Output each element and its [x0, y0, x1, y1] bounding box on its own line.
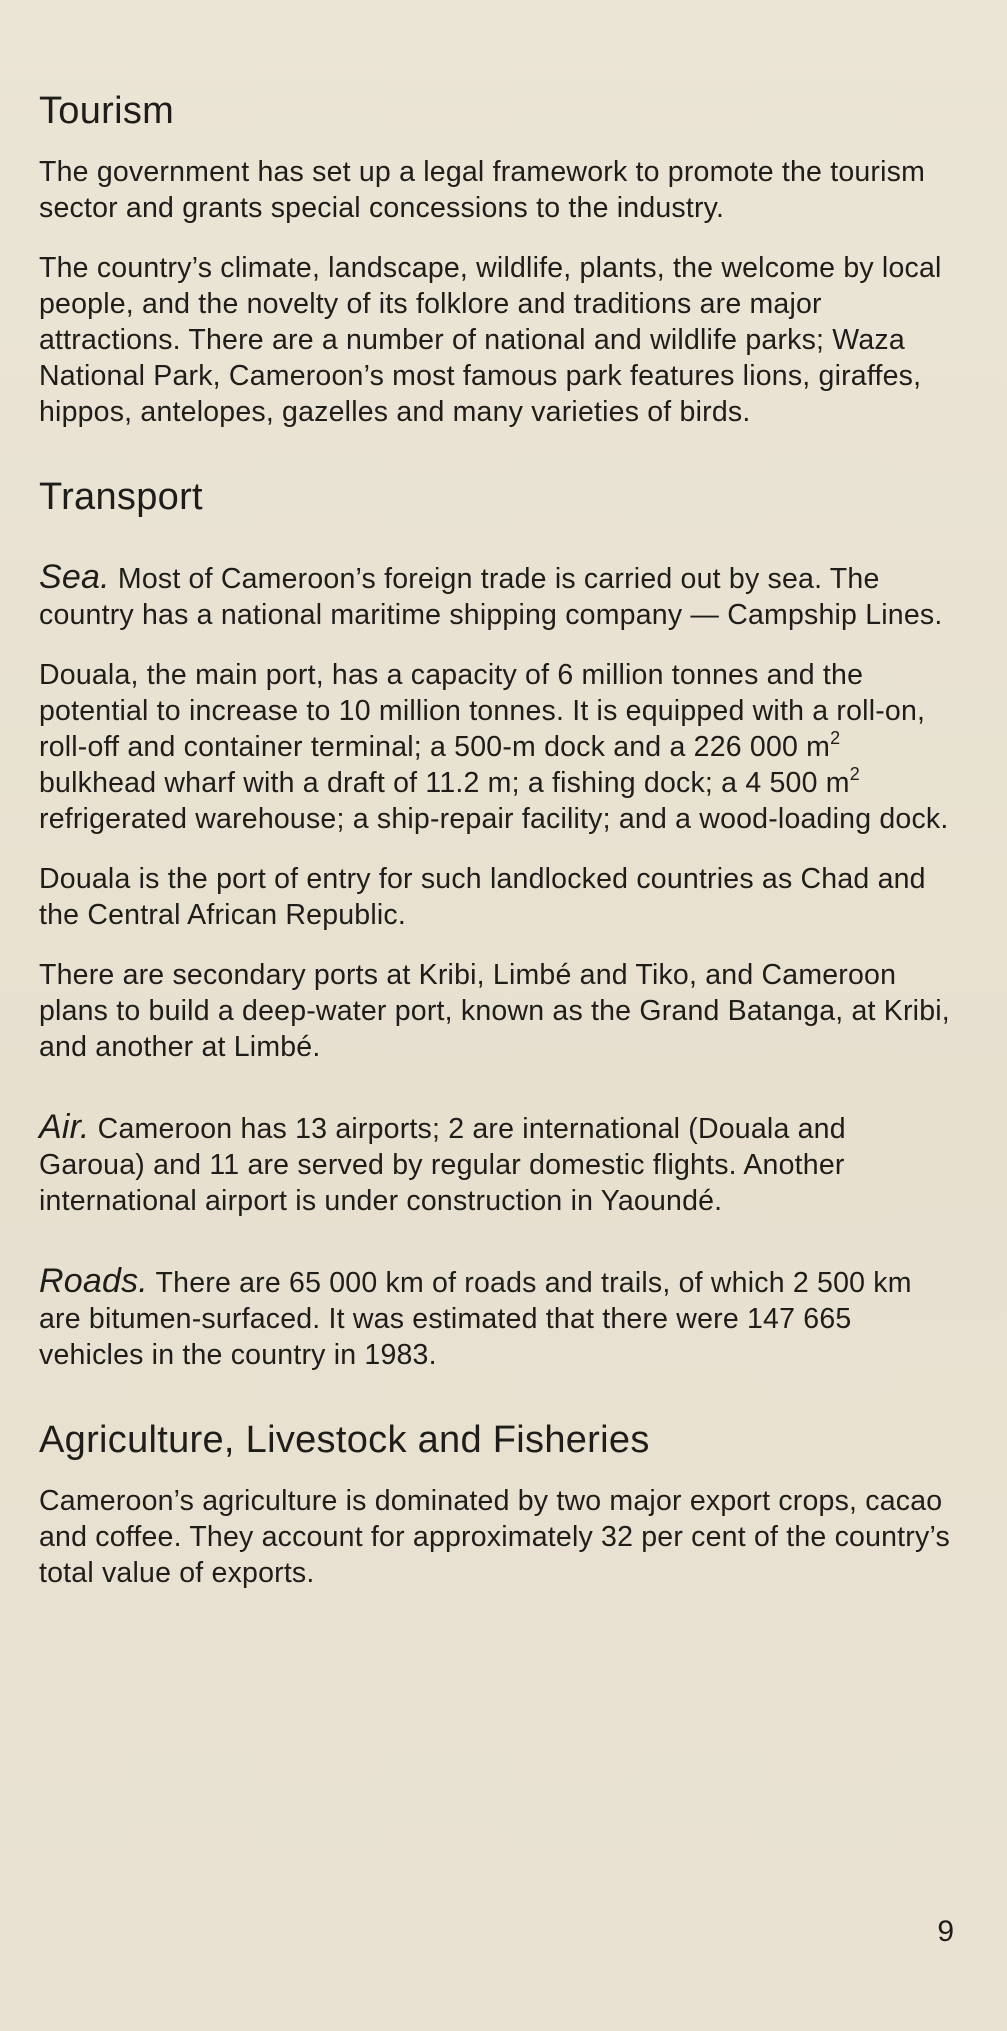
air-paragraph-text: Cameroon has 13 airports; 2 are international (Douala and Garoua) and 11 are served by regular domestic flights. Another international airport is under construction in Yaoundé.	[39, 1113, 846, 1217]
sea-paragraph-1	[39, 559, 959, 633]
roads-lead: Roads.	[39, 1262, 148, 1300]
transport-heading: Transport	[39, 475, 203, 518]
sea-paragraph-2-text-3: refrigerated warehouse; a ship-repair facility; and a wood-loading dock.	[39, 803, 949, 835]
section-spacer	[39, 1397, 959, 1417]
agriculture-heading: Agriculture, Livestock and Fisheries	[39, 1419, 650, 1461]
sea-paragraph-2	[39, 657, 959, 837]
sea-paragraph-4: There are secondary ports at Kribi, Limbé and Tiko, and Cameroon plans to build a deep-water port, known as the Grand Batanga, at Kribi, and another at Limbé.	[39, 959, 950, 1063]
sea-paragraph-2-text-1: Douala, the main port, has a capacity of 6 million tonnes and the potential to increase to 10 million tonnes. It is equipped with a roll-on, roll-off and container terminal; a 500-m dock and a 226 000 m	[39, 659, 926, 763]
air-lead: Air.	[39, 1108, 90, 1146]
section-spacer	[39, 1243, 959, 1263]
roads-paragraph-text: There are 65 000 km of roads and trails, of which 2 500 km are bitumen-surfaced. It was estimated that there were 147 665 vehicles in the country in 1983.	[39, 1267, 912, 1371]
sea-paragraph-2-text-2: bulkhead wharf with a draft of 11.2 m; a fishing dock; a 4 500 m	[39, 767, 850, 799]
tourism-paragraph-2: The country’s climate, landscape, wildlife, plants, the welcome by local people, and the novelty of its folklore and traditions are major attractions. There are a number of national and wildlife parks; Waza National Park, Cameroon’s most famous park features lions, giraffes, hippos, antelopes, gazelles and many varieties of birds.	[39, 251, 942, 428]
sea-lead: Sea.	[39, 558, 110, 596]
air-paragraph	[39, 1109, 959, 1219]
section-spacer	[39, 1089, 959, 1109]
tourism-heading: Tourism	[39, 90, 175, 132]
section-spacer	[39, 454, 959, 474]
sea-paragraph-1-text: Most of Cameroon’s foreign trade is carried out by sea. The country has a national maritime shipping company — Campship Lines.	[39, 563, 943, 631]
sea-paragraph-3: Douala is the port of entry for such landlocked countries as Chad and the Central African Republic.	[39, 863, 926, 931]
tourism-paragraph-1: The government has set up a legal framework to promote the tourism sector and grants special concessions to the industry.	[39, 155, 926, 224]
roads-paragraph	[39, 1263, 959, 1373]
section-spacer	[39, 539, 959, 559]
superscript-squared-1: 2	[830, 727, 841, 748]
superscript-squared-2: 2	[849, 763, 860, 784]
page-number: 9	[937, 1915, 954, 1948]
agriculture-paragraph-1: Cameroon’s agriculture is dominated by two major export crops, cacao and coffee. They account for approximately 32 per cent of the country’s total value of exports.	[39, 1484, 950, 1589]
